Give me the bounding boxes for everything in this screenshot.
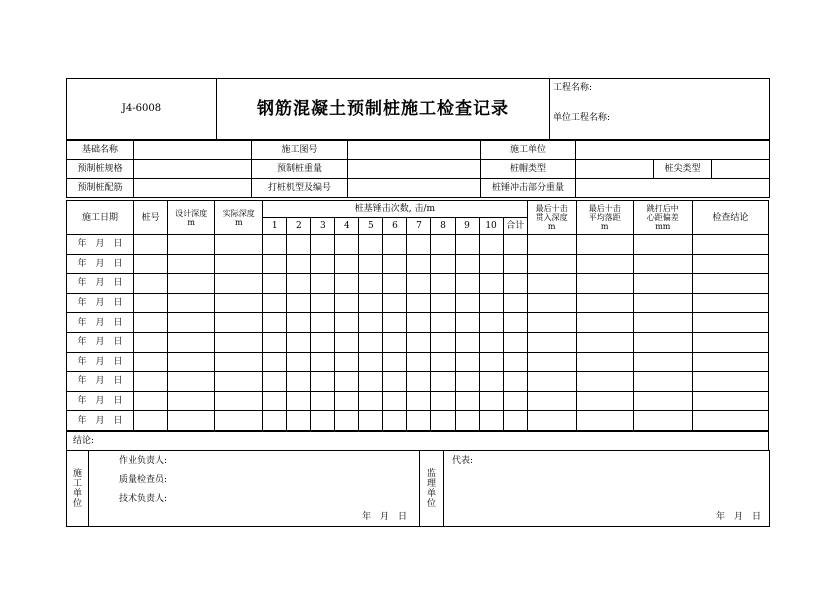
table-cell[interactable] <box>431 372 455 392</box>
table-cell[interactable] <box>407 235 431 255</box>
table-cell[interactable] <box>215 235 263 255</box>
table-row <box>67 372 769 392</box>
pile-reinforcement-value[interactable] <box>134 179 252 198</box>
table-cell[interactable] <box>455 332 479 352</box>
table-cell[interactable] <box>633 411 692 431</box>
table-cell[interactable] <box>359 352 383 372</box>
table-cell[interactable] <box>287 391 311 411</box>
table-cell[interactable] <box>287 235 311 255</box>
row-date[interactable]: 年 月 日 <box>67 313 134 333</box>
col-pile-no: 桩号 <box>134 201 168 235</box>
table-cell[interactable] <box>263 332 287 352</box>
table-cell[interactable] <box>335 313 359 333</box>
table-cell[interactable] <box>335 372 359 392</box>
table-cell[interactable] <box>407 411 431 431</box>
table-cell[interactable] <box>479 254 503 274</box>
table-cell[interactable] <box>335 254 359 274</box>
table-cell[interactable] <box>168 352 215 372</box>
col-design-depth <box>168 201 215 235</box>
table-cell[interactable] <box>407 372 431 392</box>
table-cell[interactable] <box>263 372 287 392</box>
table-cell[interactable] <box>134 372 168 392</box>
table-cell[interactable] <box>692 332 768 352</box>
table-cell[interactable] <box>455 293 479 313</box>
col-last-ten-drop <box>576 201 633 235</box>
row-date[interactable]: 年 月 日 <box>67 254 134 274</box>
row-date[interactable]: 年 月 日 <box>67 235 134 255</box>
table-cell[interactable] <box>311 411 335 431</box>
table-cell[interactable] <box>527 274 576 294</box>
table-cell[interactable] <box>383 352 407 372</box>
table-cell[interactable] <box>431 332 455 352</box>
table-cell[interactable] <box>311 352 335 372</box>
penetration-unit: m <box>547 222 556 231</box>
table-cell[interactable] <box>407 352 431 372</box>
unit-project-label: 单位工程名称: <box>553 113 611 123</box>
table-cell[interactable] <box>503 274 527 294</box>
table-cell[interactable] <box>263 254 287 274</box>
pile-spec-value[interactable] <box>134 160 252 179</box>
table-cell[interactable] <box>633 235 692 255</box>
table-cell[interactable] <box>503 411 527 431</box>
table-cell[interactable] <box>503 372 527 392</box>
table-cell[interactable] <box>215 372 263 392</box>
table-cell[interactable] <box>215 411 263 431</box>
table-cell[interactable] <box>359 391 383 411</box>
col-inspection-result: 检查结论 <box>692 201 768 235</box>
col-actual-depth <box>215 201 263 235</box>
table-cell[interactable] <box>479 235 503 255</box>
pile-tip-type-value[interactable] <box>712 160 770 179</box>
table-cell[interactable] <box>576 352 633 372</box>
table-row <box>67 235 769 255</box>
conclusion-table <box>66 431 769 451</box>
table-cell[interactable] <box>168 372 215 392</box>
table-cell[interactable] <box>576 372 633 392</box>
table-cell[interactable] <box>633 352 692 372</box>
penetration-line-1: 最后十击 <box>535 204 568 213</box>
table-cell[interactable] <box>359 372 383 392</box>
table-cell[interactable] <box>168 332 215 352</box>
table-cell[interactable] <box>215 391 263 411</box>
table-cell[interactable] <box>576 254 633 274</box>
table-cell[interactable] <box>311 293 335 313</box>
supervision-unit-vertical-text: 监理单位 <box>426 468 436 509</box>
col-blow-8: 8 <box>431 218 455 235</box>
inspection-record-sheet <box>66 78 769 527</box>
table-cell[interactable] <box>383 411 407 431</box>
supervision-signatures[interactable] <box>444 451 770 527</box>
table-cell[interactable] <box>311 313 335 333</box>
table-cell[interactable] <box>215 293 263 313</box>
col-blow-1: 1 <box>263 218 287 235</box>
table-cell[interactable] <box>134 274 168 294</box>
table-cell[interactable] <box>383 274 407 294</box>
table-cell[interactable] <box>287 332 311 352</box>
table-cell[interactable] <box>527 293 576 313</box>
pile-tip-type-label: 桩尖类型 <box>654 160 712 179</box>
table-cell[interactable] <box>479 332 503 352</box>
table-cell[interactable] <box>134 332 168 352</box>
table-cell[interactable] <box>455 372 479 392</box>
table-cell[interactable] <box>503 313 527 333</box>
table-cell[interactable] <box>359 254 383 274</box>
penetration-line-2: 贯入深度 <box>535 213 568 222</box>
table-cell[interactable] <box>383 293 407 313</box>
table-row <box>67 293 769 313</box>
offset-line-2: 心距偏差 <box>646 213 679 222</box>
table-cell[interactable] <box>431 411 455 431</box>
table-cell[interactable] <box>431 313 455 333</box>
table-cell[interactable] <box>692 352 768 372</box>
table-cell[interactable] <box>576 313 633 333</box>
record-table <box>66 200 769 431</box>
table-cell[interactable] <box>383 235 407 255</box>
header-table <box>66 78 770 140</box>
col-blow-5: 5 <box>359 218 383 235</box>
project-name-label: 工程名称: <box>553 83 593 93</box>
construction-unit-value[interactable] <box>576 141 770 160</box>
table-cell[interactable] <box>383 254 407 274</box>
drop-line-1: 最后十击 <box>588 204 621 213</box>
actual-depth-text: 实际深度 <box>222 208 255 218</box>
table-cell[interactable] <box>134 293 168 313</box>
construction-unit-vertical-text: 施工单位 <box>72 468 82 509</box>
conclusion-label[interactable]: 结论: <box>67 432 769 451</box>
signature-table <box>66 450 770 527</box>
col-blow-count-group: 桩基锤击次数, 击/m <box>263 201 527 218</box>
table-cell[interactable] <box>503 391 527 411</box>
row-date[interactable]: 年 月 日 <box>67 332 134 352</box>
construction-unit-label: 施工单位 <box>481 141 576 160</box>
table-cell[interactable] <box>527 313 576 333</box>
pile-cap-type-label: 桩帽类型 <box>481 160 576 179</box>
representative-label: 代表: <box>452 456 474 466</box>
table-cell[interactable] <box>383 313 407 333</box>
hammer-weight-value[interactable] <box>576 179 770 198</box>
table-cell[interactable] <box>311 254 335 274</box>
form-code: J4-6008 <box>67 79 217 140</box>
table-cell[interactable] <box>576 293 633 313</box>
row-date[interactable]: 年 月 日 <box>67 274 134 294</box>
table-cell[interactable] <box>576 235 633 255</box>
col-blow-7: 7 <box>407 218 431 235</box>
table-cell[interactable] <box>383 332 407 352</box>
table-cell[interactable] <box>633 274 692 294</box>
drawing-no-value[interactable] <box>348 141 481 160</box>
table-cell[interactable] <box>168 313 215 333</box>
table-cell[interactable] <box>215 352 263 372</box>
supervision-date: 年 月 日 <box>715 512 761 522</box>
pile-weight-value[interactable] <box>348 160 481 179</box>
table-cell[interactable] <box>215 274 263 294</box>
col-blow-total: 合计 <box>503 218 527 235</box>
table-row <box>67 254 769 274</box>
table-cell[interactable] <box>527 352 576 372</box>
offset-line-1: 跳打后中 <box>646 204 679 213</box>
table-cell[interactable] <box>633 332 692 352</box>
construction-signatures[interactable] <box>89 451 420 527</box>
table-cell[interactable] <box>576 411 633 431</box>
table-cell[interactable] <box>407 254 431 274</box>
table-cell[interactable] <box>287 293 311 313</box>
construction-unit-vertical-label <box>67 451 89 527</box>
table-cell[interactable] <box>692 254 768 274</box>
col-date: 施工日期 <box>67 201 134 235</box>
table-cell[interactable] <box>407 391 431 411</box>
table-cell[interactable] <box>455 274 479 294</box>
table-cell[interactable] <box>263 235 287 255</box>
table-cell[interactable] <box>633 391 692 411</box>
table-cell[interactable] <box>692 293 768 313</box>
table-cell[interactable] <box>692 274 768 294</box>
table-cell[interactable] <box>359 274 383 294</box>
table-cell[interactable] <box>431 235 455 255</box>
table-cell[interactable] <box>692 313 768 333</box>
table-cell[interactable] <box>168 391 215 411</box>
table-cell[interactable] <box>455 235 479 255</box>
drawing-no-label: 施工图号 <box>252 141 348 160</box>
pile-spec-label: 预制桩规格 <box>67 160 134 179</box>
foundation-name-label: 基础名称 <box>67 141 134 160</box>
table-cell[interactable] <box>335 391 359 411</box>
pile-cap-type-value[interactable] <box>576 160 654 179</box>
table-row <box>67 332 769 352</box>
table-cell[interactable] <box>407 332 431 352</box>
table-cell[interactable] <box>359 235 383 255</box>
table-row <box>67 391 769 411</box>
table-cell[interactable] <box>503 352 527 372</box>
table-cell[interactable] <box>359 313 383 333</box>
table-cell[interactable] <box>134 254 168 274</box>
table-cell[interactable] <box>503 254 527 274</box>
supervision-unit-vertical-label <box>420 451 444 527</box>
table-cell[interactable] <box>311 391 335 411</box>
row-date[interactable]: 年 月 日 <box>67 352 134 372</box>
table-cell[interactable] <box>431 293 455 313</box>
table-cell[interactable] <box>215 254 263 274</box>
table-cell[interactable] <box>359 332 383 352</box>
table-cell[interactable] <box>168 411 215 431</box>
design-depth-unit: m <box>187 217 195 227</box>
row-date[interactable]: 年 月 日 <box>67 391 134 411</box>
table-cell[interactable] <box>215 313 263 333</box>
table-cell[interactable] <box>168 235 215 255</box>
table-cell[interactable] <box>692 391 768 411</box>
table-cell[interactable] <box>335 332 359 352</box>
table-cell[interactable] <box>287 313 311 333</box>
table-cell[interactable] <box>479 313 503 333</box>
design-depth-text: 设计深度 <box>175 208 208 218</box>
table-row <box>67 274 769 294</box>
table-cell[interactable] <box>576 391 633 411</box>
col-blow-3: 3 <box>311 218 335 235</box>
foundation-name-value[interactable] <box>134 141 252 160</box>
table-cell[interactable] <box>479 391 503 411</box>
table-cell[interactable] <box>527 332 576 352</box>
table-cell[interactable] <box>287 372 311 392</box>
table-cell[interactable] <box>527 391 576 411</box>
table-cell[interactable] <box>503 332 527 352</box>
table-cell[interactable] <box>383 372 407 392</box>
table-cell[interactable] <box>431 254 455 274</box>
table-cell[interactable] <box>407 274 431 294</box>
row-date[interactable]: 年 月 日 <box>67 372 134 392</box>
pile-reinforcement-label: 预制桩配筋 <box>67 179 134 198</box>
col-last-ten-penetration <box>527 201 576 235</box>
pile-driver-label: 打桩机型及编号 <box>252 179 348 198</box>
quality-inspector-label: 质量检查员: <box>119 475 168 485</box>
table-cell[interactable] <box>455 391 479 411</box>
table-cell[interactable] <box>383 391 407 411</box>
table-cell[interactable] <box>311 235 335 255</box>
col-blow-10: 10 <box>479 218 503 235</box>
table-cell[interactable] <box>692 235 768 255</box>
table-cell[interactable] <box>431 352 455 372</box>
table-cell[interactable] <box>407 293 431 313</box>
table-cell[interactable] <box>287 254 311 274</box>
table-cell[interactable] <box>479 352 503 372</box>
table-cell[interactable] <box>287 352 311 372</box>
table-cell[interactable] <box>359 293 383 313</box>
table-cell[interactable] <box>431 391 455 411</box>
table-cell[interactable] <box>692 411 768 431</box>
table-cell[interactable] <box>263 293 287 313</box>
table-cell[interactable] <box>134 235 168 255</box>
table-cell[interactable] <box>527 411 576 431</box>
page-title: 钢筋混凝土预制桩施工检查记录 <box>217 79 550 140</box>
table-cell[interactable] <box>168 254 215 274</box>
table-cell[interactable] <box>215 332 263 352</box>
table-cell[interactable] <box>263 391 287 411</box>
table-row <box>67 313 769 333</box>
table-cell[interactable] <box>134 391 168 411</box>
col-blow-6: 6 <box>383 218 407 235</box>
drop-unit: m <box>600 222 609 231</box>
col-blow-4: 4 <box>335 218 359 235</box>
table-cell[interactable] <box>633 372 692 392</box>
row-date[interactable]: 年 月 日 <box>67 293 134 313</box>
table-cell[interactable] <box>576 274 633 294</box>
table-cell[interactable] <box>479 293 503 313</box>
table-cell[interactable] <box>455 352 479 372</box>
table-cell[interactable] <box>311 372 335 392</box>
table-cell[interactable] <box>455 254 479 274</box>
table-cell[interactable] <box>335 235 359 255</box>
actual-depth-unit: m <box>234 217 243 227</box>
table-cell[interactable] <box>633 254 692 274</box>
table-cell[interactable] <box>263 313 287 333</box>
table-cell[interactable] <box>287 411 311 431</box>
col-blow-2: 2 <box>287 218 311 235</box>
table-cell[interactable] <box>311 332 335 352</box>
table-cell[interactable] <box>168 274 215 294</box>
table-cell[interactable] <box>263 274 287 294</box>
pile-driver-value[interactable] <box>348 179 481 198</box>
table-cell[interactable] <box>479 274 503 294</box>
table-cell[interactable] <box>455 313 479 333</box>
table-cell[interactable] <box>479 372 503 392</box>
table-cell[interactable] <box>633 313 692 333</box>
table-cell[interactable] <box>431 274 455 294</box>
table-cell[interactable] <box>263 352 287 372</box>
project-info <box>550 79 770 140</box>
table-cell[interactable] <box>263 411 287 431</box>
table-cell[interactable] <box>692 372 768 392</box>
col-center-offset <box>633 201 692 235</box>
table-cell[interactable] <box>576 332 633 352</box>
work-leader-label: 作业负责人: <box>119 456 168 466</box>
pile-weight-label: 预制桩重量 <box>252 160 348 179</box>
table-cell[interactable] <box>335 352 359 372</box>
construction-date: 年 月 日 <box>361 512 407 522</box>
table-cell[interactable] <box>134 352 168 372</box>
table-cell[interactable] <box>407 313 431 333</box>
table-cell[interactable] <box>335 274 359 294</box>
table-cell[interactable] <box>311 274 335 294</box>
table-cell[interactable] <box>455 411 479 431</box>
col-blow-9: 9 <box>455 218 479 235</box>
offset-unit: mm <box>655 222 671 231</box>
table-row <box>67 411 769 431</box>
table-cell[interactable] <box>134 411 168 431</box>
table-cell[interactable] <box>527 235 576 255</box>
table-cell[interactable] <box>527 254 576 274</box>
table-cell[interactable] <box>503 293 527 313</box>
table-cell[interactable] <box>134 313 168 333</box>
table-cell[interactable] <box>479 411 503 431</box>
table-cell[interactable] <box>503 235 527 255</box>
info-table <box>66 140 770 198</box>
table-cell[interactable] <box>527 372 576 392</box>
drop-line-2: 平均落距 <box>588 213 621 222</box>
table-cell[interactable] <box>287 274 311 294</box>
table-cell[interactable] <box>633 293 692 313</box>
table-cell[interactable] <box>168 293 215 313</box>
row-date[interactable]: 年 月 日 <box>67 411 134 431</box>
table-cell[interactable] <box>359 411 383 431</box>
table-row <box>67 352 769 372</box>
table-cell[interactable] <box>335 411 359 431</box>
hammer-weight-label: 桩锤冲击部分重量 <box>481 179 576 198</box>
table-cell[interactable] <box>335 293 359 313</box>
technical-leader-label: 技术负责人: <box>119 494 168 504</box>
